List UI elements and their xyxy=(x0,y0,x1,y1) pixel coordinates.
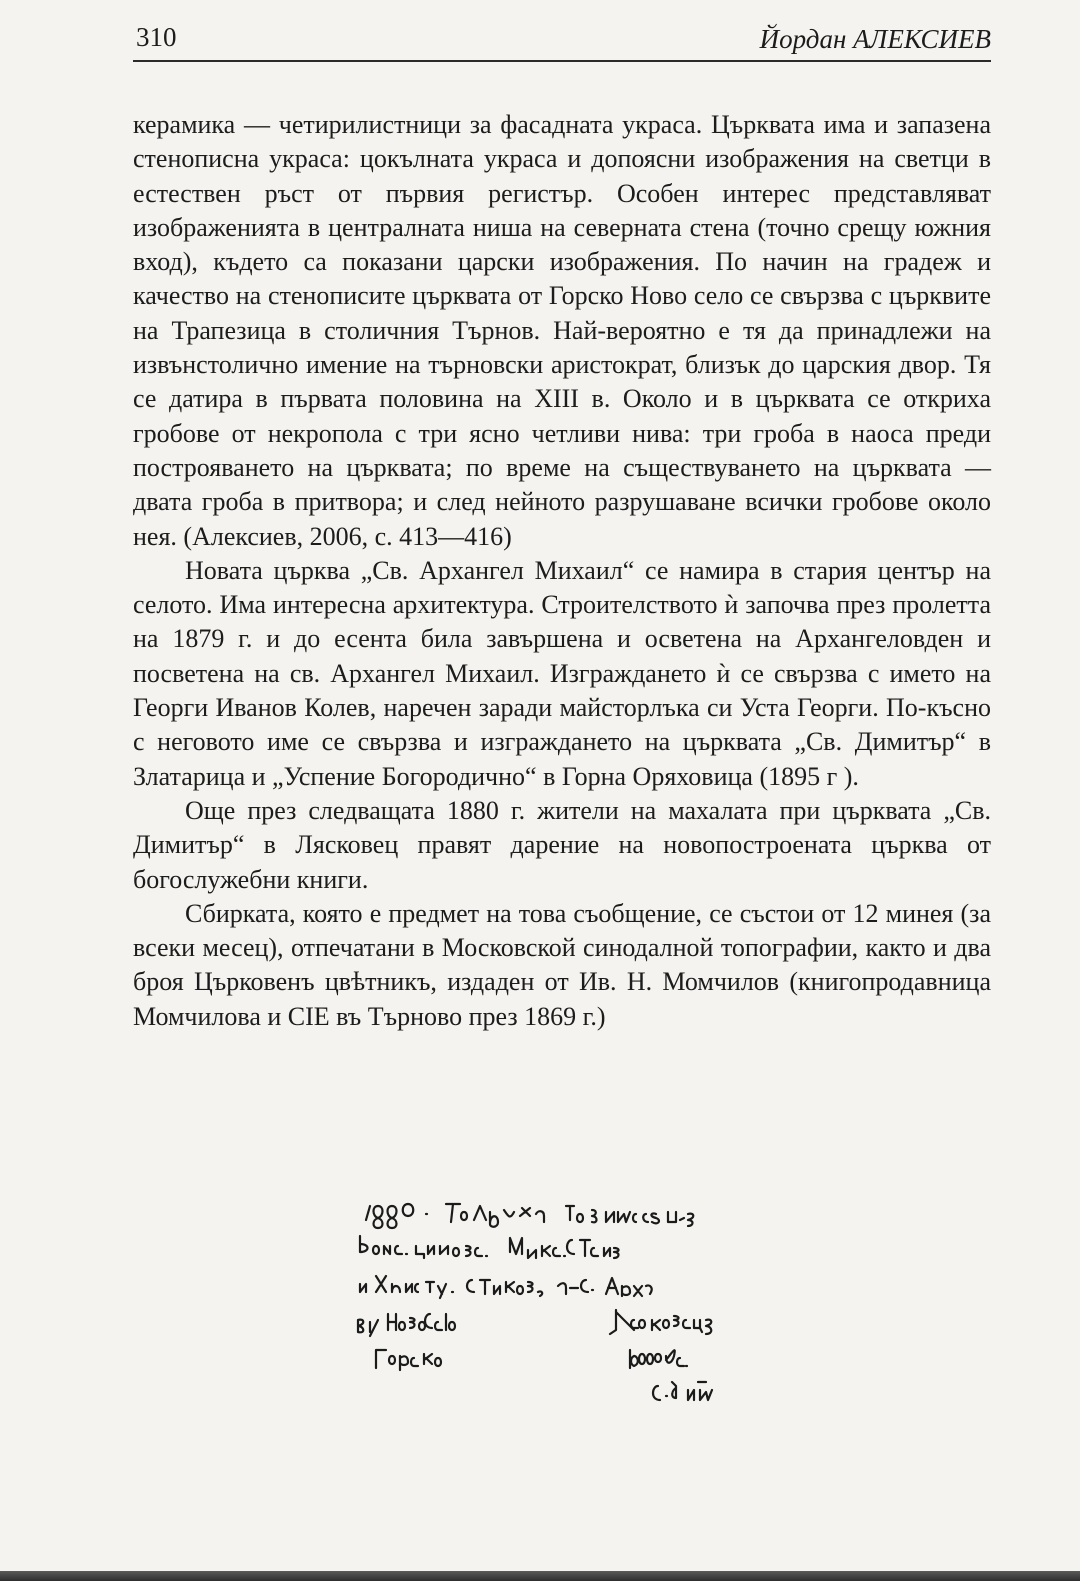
handwritten-inscription-drawing xyxy=(296,1190,816,1430)
running-head: Йордан АЛЕКСИЕВ xyxy=(759,24,991,54)
handwritten-inscription-image xyxy=(296,1190,816,1430)
page-header xyxy=(133,22,991,62)
body-text xyxy=(133,108,991,1034)
paragraph: Новата църква „Св. Архангел Михаил“ се намира в стария център на селото. Има интересна архитектура. Строителството ѝ започва през пролетта на 1879 г. и до есента била завършена и осветена на Архангеловден и посветена на св. Архангел Михаил. Изграждането ѝ се свързва с името на Георги Иванов Колев, наречен заради майсторлъка си Уста Георги. По-късно с неговото име се свързва и изграждането на църквата „Св. Димитър“ в Златарица и „Успение Богородично“ в Горна Оряховица (1895 г ). xyxy=(133,555,991,791)
paragraph: Още през следващата 1880 г. жители на махалата при църквата „Св. Димитър“ в Лясковец правят дарение на новопостроената църква от богослужебни книги. xyxy=(133,795,991,894)
page-number: 310 xyxy=(136,22,177,52)
paragraph: керамика — четирилистници за фасадната украса. Църквата има и запазена стенописна украса: цокълната украса и допоясни изображения на светци в естествен ръст от първия регистър. Особен интерес представляват изображенията в централната ниша на северната стена (точно срещу южния вход), където са показани царски изображения. По начин на градеж и качество на стенописите църквата от Горско Ново село се свързва с църквите на Трапезица в столичния Търнов. Най-вероятно е тя да принадлежи на извънстолично имение на търновски аристократ, близък до царския двор. Тя се датира в първата половина на XIII в. Около и в църквата се откриха гробове от некропола с три ясно четливи нива: три гроба в наоса преди построяването на църквата; по време на съществуването на църквата — двата гроба в притвора; и след нейното разрушаване всички гробове около нея. (Алексиев, 2006, с. 413—416) xyxy=(133,110,991,551)
scan-bottom-edge xyxy=(0,1571,1080,1581)
paragraph: Сбирката, която е предмет на това съобщение, се състои от 12 минея (за всеки месец), отпечатани в Московской синодалной топографии, както и два броя Църковенъ цвѣтникъ, издаден от Ив. Н. Момчилов (книгопродавница Момчилова и СIE въ Търново през 1869 г.) xyxy=(133,898,991,1031)
